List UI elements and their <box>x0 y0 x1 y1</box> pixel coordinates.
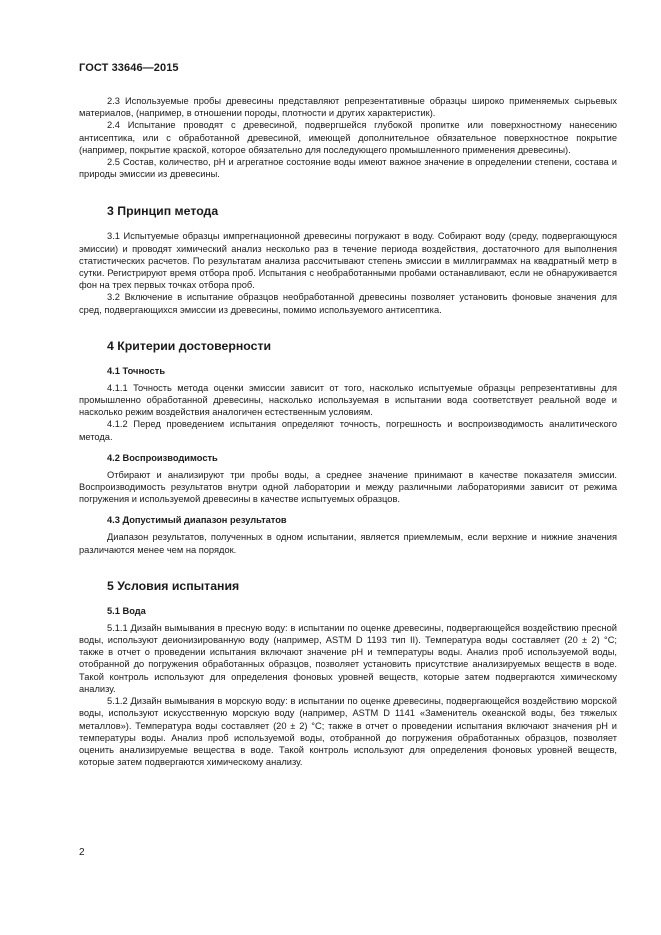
paragraph-2-4: 2.4 Испытание проводят с древесиной, подвергшейся глубокой пропитке или поверхностному нанесению антисептика, или с обработанной древесиной, имеющей дополнительное обязательное поверхностное покрытие (например, покрытие краской, которое обязательно для последующего промышленного применения древесины). <box>79 120 617 155</box>
paragraph-3-1: 3.1 Испытуемые образцы импрегнационной древесины погружают в воду. Собирают воду (среду, подвергающуюся эмиссии) и проводят химический анализ несколько раз в течение периода воздействия, достаточного для выполнения статистических расчетов. По результатам анализа рассчитывают степень эмиссии в миллиграммах на квадратный метр в сутки. Регистрируют время отбора проб. Испытания с необработанными пробами останавливают, если не обнаруживается фон на трех первых точках отбора проб. <box>79 231 617 291</box>
subsection-5-1-title: 5.1 Вода <box>107 605 146 616</box>
subsection-4-2-title: 4.2 Воспроизводимость <box>107 452 218 463</box>
standard-number: ГОСТ 33646—2015 <box>79 62 179 74</box>
subsection-4-3-title: 4.3 Допустимый диапазон результатов <box>107 515 287 526</box>
paragraph-2-5: 2.5 Состав, количество, pH и агрегатное состояние воды имеют важное значение в определении степени, состава и природы эмиссии из древесины. <box>79 157 617 180</box>
paragraph-4-2: Отбирают и анализируют три пробы воды, а среднее значение принимают в качестве показателя эмиссии. Воспроизводимость результатов внутри одной лаборатории и между различными лабораториями зависит от режима погружения и используемой древесины в качестве испытуемых образцов. <box>79 469 617 505</box>
section-5-title: 5 Условия испытания <box>107 578 240 593</box>
paragraph-2-3: 2.3 Используемые пробы древесины представляют репрезентативные образцы широко применяемых сырьевых материалов, (например, в отношении породы, плотности и других характеристик). <box>79 96 617 119</box>
paragraph-5-1-2: 5.1.2 Дизайн вымывания в морскую воду: в испытании по оценке древесины, подвергающейся воздействию морской воды, используют искусственную морскую воду (например, ASTM D 1141 «Заменитель океанской воды, без тяжелых металлов»). Температура воды составляет (20 ± 2) °С; также в отчет о проведении испытания включают значения pH и температуры воды. Анализ проб используемой воды, отобранной до погружения обработанных образцов, позволяет оценить анализируемые вещества в воде. Такой контроль используют для определения фоновых уровней веществ, которые затем подвергаются химическому анализу. <box>79 696 617 768</box>
page-number: 2 <box>79 847 85 858</box>
paragraph-4-3: Диапазон результатов, полученных в одном испытании, является приемлемым, если верхние и нижние значения различаются менее чем на порядок. <box>79 532 617 555</box>
paragraph-4-1-1: 4.1.1 Точность метода оценки эмиссии зависит от того, насколько испытуемые образцы репрезентативны для промышленно обработанной древесины, насколько используемая в испытании вода соответствует реальной воде и насколько режим воздействия аналогичен естественным условиям. <box>79 382 617 418</box>
section-4-title: 4 Критерии достоверности <box>107 338 272 353</box>
paragraph-3-2: 3.2 Включение в испытание образцов необработанной древесины позволяет установить фоновые значения для сред, подвергающихся эмиссии из древесины, помимо используемого антисептика. <box>79 292 617 315</box>
paragraph-5-1-1: 5.1.1 Дизайн вымывания в пресную воду: в испытании по оценке древесины, подвергающейся воздействию пресной воды, используют деионизированную воду (например, ASTM D 1193 тип II). Температура воды составляет (20 ± 2) °С; также в отчет о проведении испытания включают значение pH и температуры воды. Анализ проб используемой воды, отобранной до погружения обработанных образцов, позволяет установить присутствие анализируемых веществ в воде. Такой контроль используют для определения фоновых уровней веществ, которые затем подвергаются химическому анализу. <box>79 622 617 694</box>
paragraph-4-1-2: 4.1.2 Перед проведением испытания определяют точность, погрешность и воспроизводимость аналитического метода. <box>79 419 617 442</box>
document-body <box>79 95 617 768</box>
section-3-title: 3 Принцип метода <box>107 204 219 219</box>
subsection-4-1-title: 4.1 Точность <box>107 365 166 376</box>
